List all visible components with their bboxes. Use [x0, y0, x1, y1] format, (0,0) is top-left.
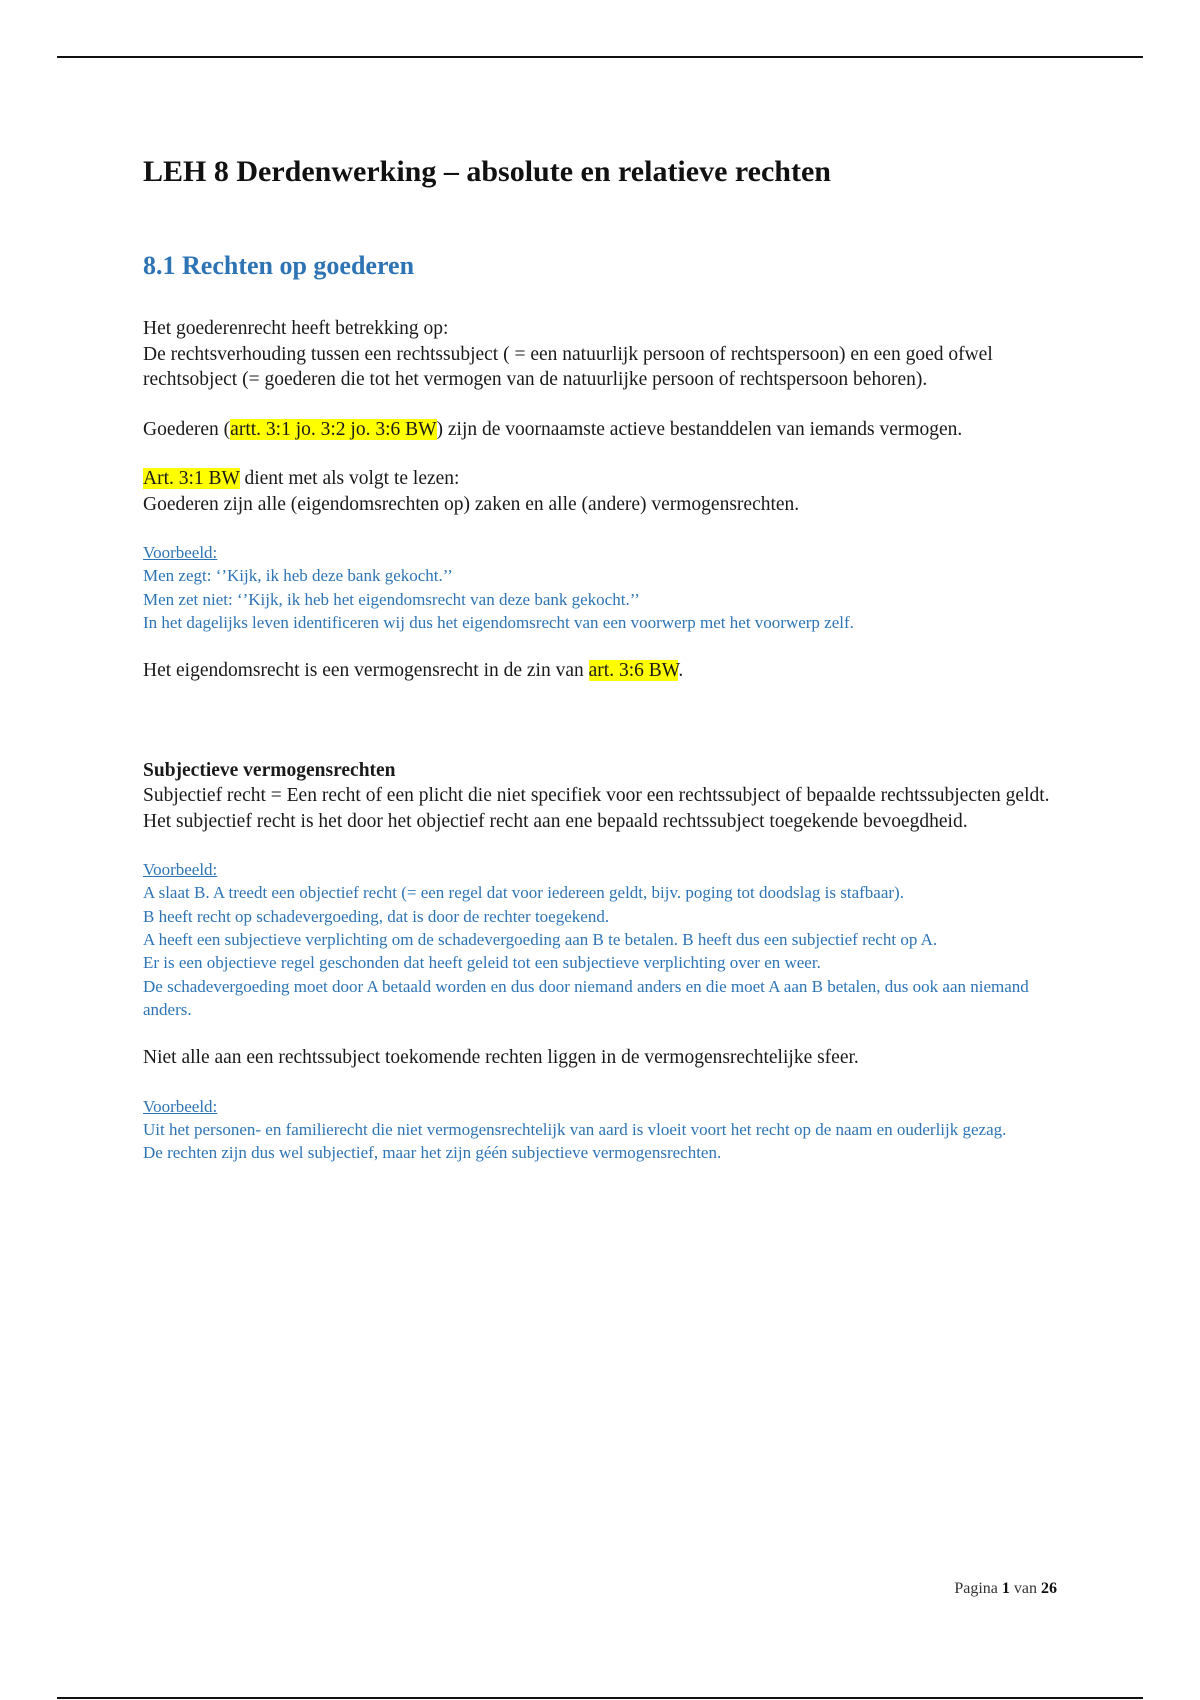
paragraph-line: Goederen zijn alle (eigendomsrechten op) zaken en alle (andere) vermogensrechten.: [143, 493, 800, 515]
example-line: In het dagelijks leven identificeren wij dus het eigendomsrecht van een voorwerp met het voorwerp zelf.: [143, 612, 854, 632]
example-block-2: [143, 858, 1063, 1021]
text-span: dient met als volgt te lezen:: [239, 468, 460, 489]
paragraph-line: Het subjectief recht is het door het objectief recht aan ene bepaald rechtssubject toegekende bevoegdheid.: [143, 810, 968, 832]
example-line: A slaat B. A treedt een objectief recht (= een regel dat voor iedereen geldt, bijv. poging tot doodslag is stafbaar).: [143, 883, 904, 903]
article-highlight: art. 3:6 BW: [588, 660, 679, 682]
footer-rule: [57, 1697, 1143, 1699]
section-heading: 8.1 Rechten op goederen: [143, 251, 415, 280]
example-label: Voorbeeld:: [143, 860, 218, 880]
paragraph-art-3-1: [143, 466, 1063, 517]
paragraph-niet-alle: [143, 1045, 1063, 1071]
example-label: Voorbeeld:: [143, 543, 218, 562]
total-pages: 26: [1041, 1580, 1057, 1597]
example-line: Men zegt: ‘’Kijk, ik heb deze bank gekocht.’’: [143, 566, 453, 586]
paragraph-goederen: [143, 417, 1063, 443]
example-block-3: [143, 1095, 1063, 1165]
paragraph-eigendomsrecht: [143, 658, 1063, 684]
article-highlight: artt. 3:1 jo. 3:2 jo. 3:6 BW: [230, 418, 437, 440]
text-span: Goederen (: [143, 418, 231, 440]
paragraph-goederenrecht: [143, 316, 1063, 393]
page-title: LEH 8 Derdenwerking – absolute en relatieve rechten: [143, 155, 831, 188]
header-rule: [57, 56, 1143, 58]
page-number: Pagina 1 van 26: [954, 1580, 1057, 1597]
text-span: ) zijn de voornaamste actieve bestanddelen van iemands vermogen.: [436, 418, 963, 440]
example-line: De rechten zijn dus wel subjectief, maar het zijn géén subjectieve vermogensrechten.: [143, 1143, 722, 1163]
example-line: B heeft recht op schadevergoeding, dat is door de rechter toegekend.: [143, 906, 610, 926]
current-page: 1: [1001, 1580, 1010, 1597]
example-line: Uit het personen- en familierecht die niet vermogensrechtelijk van aard is vloeit voort het recht op de naam en ouderlijk gezag.: [143, 1120, 1007, 1140]
paragraph-line: Niet alle aan een rechtssubject toekomende rechten liggen in de vermogensrechtelijke sfeer.: [143, 1047, 859, 1069]
example-line: Er is een objectieve regel geschonden dat heeft geleid tot een subjectieve verplichting over en weer.: [143, 953, 821, 973]
example-line: Men zet niet: ‘’Kijk, ik heb het eigendomsrecht van deze bank gekocht.’’: [143, 589, 640, 609]
text-span: .: [678, 660, 684, 682]
example-line: A heeft een subjectieve verplichting om de schadevergoeding aan B te betalen. B heeft dus een subjectief recht op A.: [143, 930, 938, 950]
paragraph-line: Subjectief recht = Een recht of een plicht die niet specifiek voor een rechtssubject of bepaalde rechtssubjecten geldt.: [143, 785, 1050, 807]
paragraph-line: De rechtsverhouding tussen een rechtssubject ( = een natuurlijk persoon of rechtspersoon) en een goed ofwel rechtsobject (= goederen die tot het vermogen van de natuurlijke persoon of rechtspersoon behoren).: [143, 343, 993, 390]
example-line: De schadevergoeding moet door A betaald worden en dus door niemand anders en die moet A aan B betalen, dus ook aan niemand anders.: [143, 976, 1029, 1019]
text-span: Het eigendomsrecht is een vermogensrecht in de zin van: [143, 660, 589, 682]
example-label: Voorbeeld:: [143, 1096, 218, 1116]
article-highlight: Art. 3:1 BW: [143, 468, 240, 489]
paragraph-line: Het goederenrecht heeft betrekking op:: [143, 318, 449, 339]
subheading: Subjectieve vermogensrechten: [143, 759, 396, 781]
example-block-1: [143, 541, 1063, 634]
subjectieve-section: [143, 758, 1063, 835]
document-body: [143, 150, 1063, 1165]
